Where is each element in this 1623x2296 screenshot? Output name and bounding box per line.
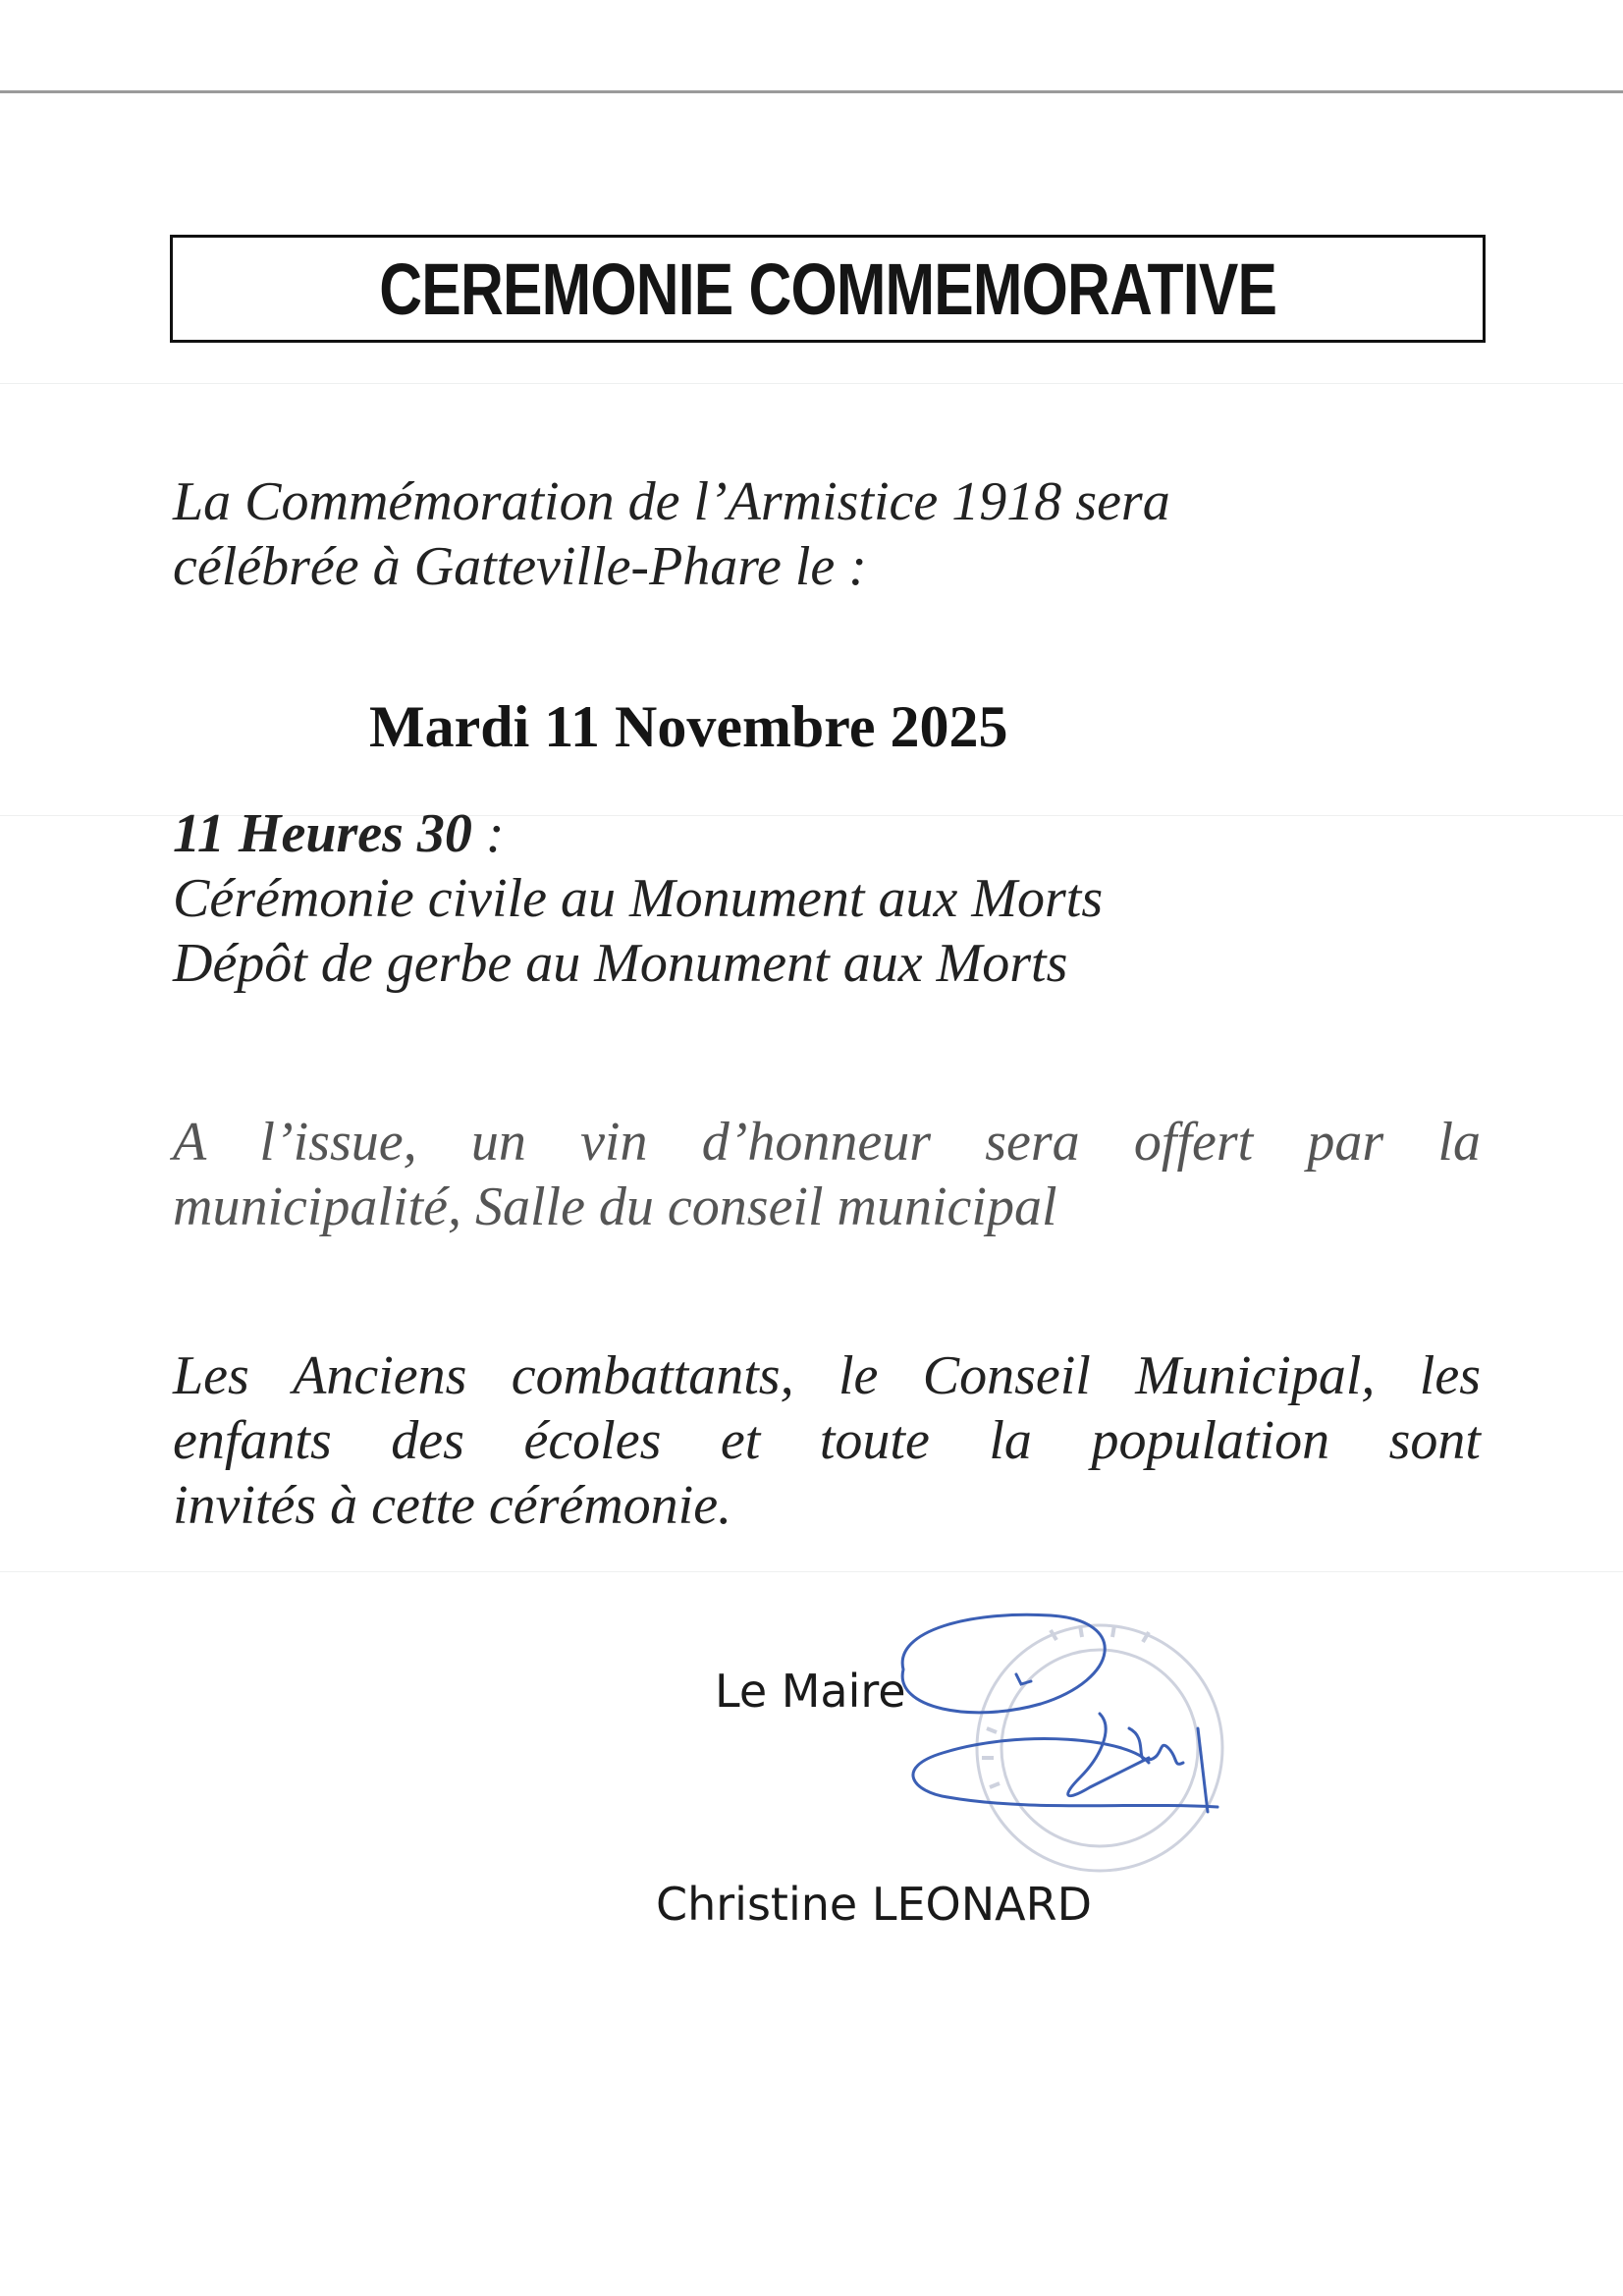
invitation-line: invités à cette cérémonie. (173, 1475, 732, 1536)
invitation-line: Les Anciens combattants, le Conseil Municipal, les (173, 1345, 1481, 1406)
invitation-line: enfants des écoles et toute la population sont (173, 1410, 1481, 1471)
signature-stroke (902, 1614, 1217, 1812)
top-rule (0, 90, 1623, 93)
schedule-time-suffix: : (471, 803, 505, 864)
reception-paragraph (173, 1110, 1481, 1239)
scan-line (0, 1571, 1623, 1572)
schedule-time: 11 Heures 30 (173, 803, 472, 864)
mayor-signature-and-stamp (854, 1591, 1276, 1886)
reception-line: A l’issue, un vin d’honneur sera offert par la (173, 1112, 1481, 1173)
intro-line: célébrée à Gatteville-Phare le : (173, 536, 867, 597)
schedule-item: Dépôt de gerbe au Monument aux Morts (173, 933, 1068, 994)
invitation-paragraph (173, 1343, 1481, 1538)
schedule-item: Cérémonie civile au Monument aux Morts (173, 868, 1104, 929)
schedule-time-line (173, 801, 1488, 866)
intro-line: La Commémoration de l’Armistice 1918 sera (173, 471, 1170, 532)
scan-line (0, 383, 1623, 384)
intro-paragraph (173, 469, 1488, 599)
reception-line: municipalité, Salle du conseil municipal (173, 1176, 1057, 1237)
event-date: Mardi 11 Novembre 2025 (369, 694, 1008, 759)
schedule-block (173, 801, 1488, 996)
mayor-title: Le Maire (715, 1665, 906, 1718)
title-box (170, 235, 1486, 343)
mayor-name: Christine LEONARD (656, 1878, 1092, 1931)
document-title: CEREMONIE COMMEMORATIVE (379, 247, 1276, 330)
